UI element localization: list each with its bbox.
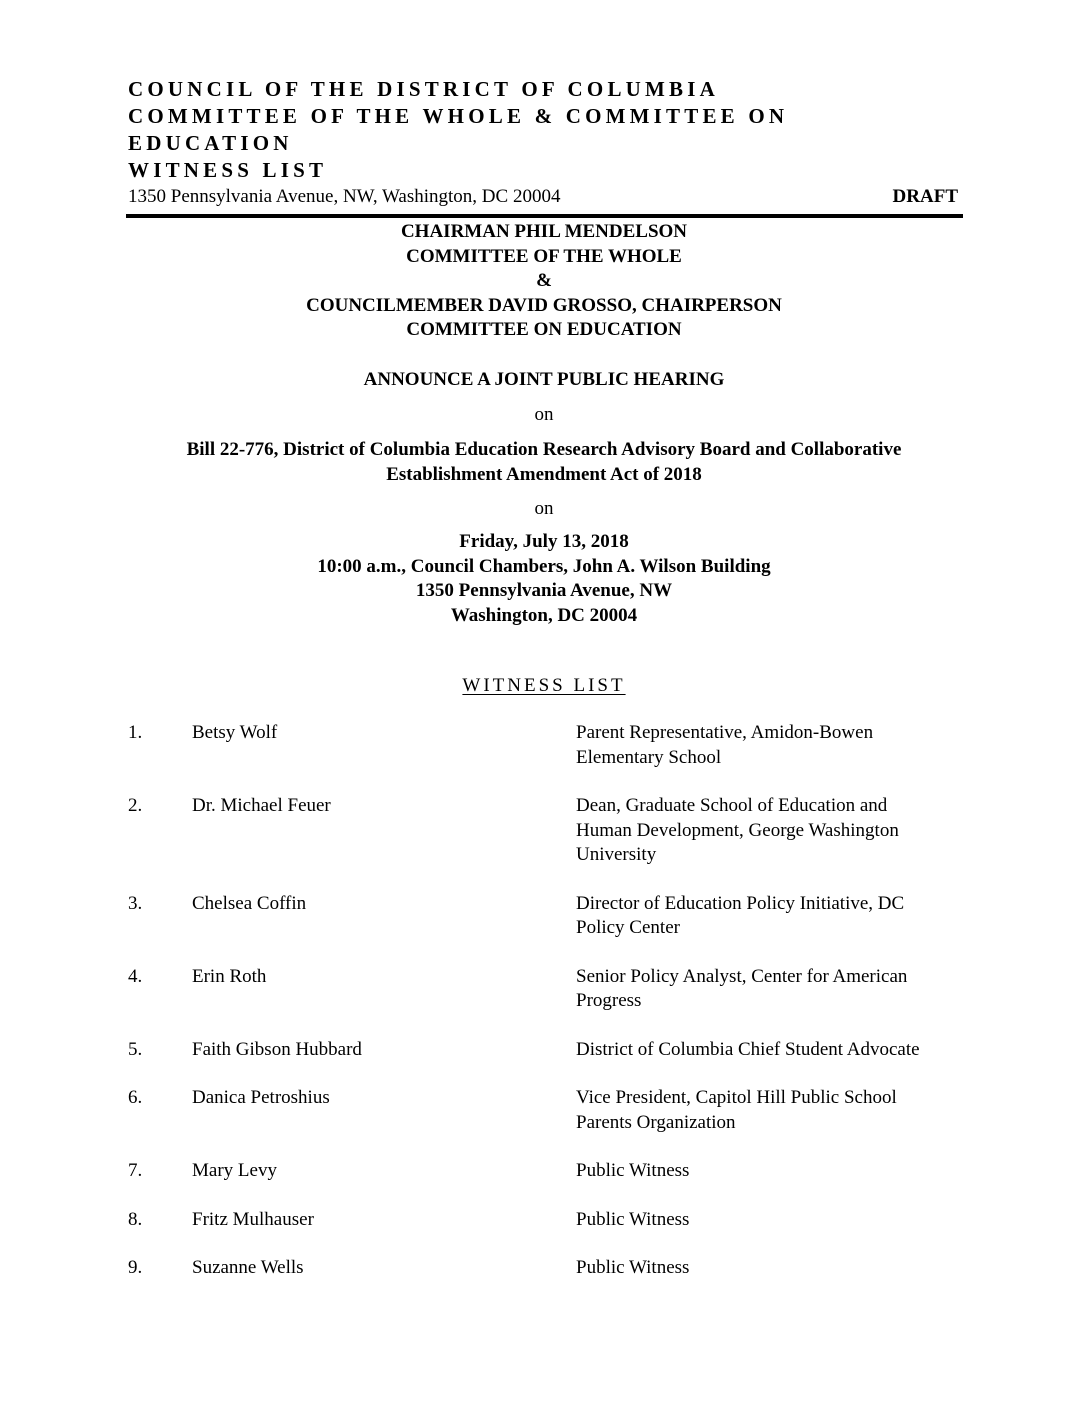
witness-name: Faith Gibson Hubbard [192, 1038, 362, 1060]
address-row [128, 185, 962, 209]
letterhead-committees-cont: EDUCATION [128, 131, 293, 155]
letterhead-council: COUNCIL OF THE DISTRICT OF COLUMBIA [128, 77, 719, 101]
ampersand: & [536, 270, 552, 291]
affiliation-line: Parents Organization [576, 1111, 736, 1133]
bill-title [0, 438, 1088, 487]
witness-name: Suzanne Wells [192, 1257, 304, 1278]
witness-affiliation [576, 721, 966, 770]
witness-list-title-text: WITNESS LIST [462, 675, 626, 696]
chair-mendelson: CHAIRMAN PHIL MENDELSON [400, 221, 688, 242]
affiliation-line: Public Witness [576, 1257, 690, 1278]
witness-list [128, 721, 968, 1281]
witness-list-title [0, 674, 1088, 698]
witness-number: 8. [128, 1208, 143, 1230]
on-label-1: on [534, 404, 554, 425]
affiliation-line: Human Development, George Washington [576, 819, 899, 841]
affiliation-line: Progress [576, 990, 642, 1011]
hearing-city: Washington, DC 20004 [450, 604, 638, 626]
header-divider [126, 214, 963, 218]
bill-title-line-2: Establishment Amendment Act of 2018 [386, 463, 702, 485]
committee-on-education: COMMITTEE ON EDUCATION [406, 319, 682, 340]
letterhead [128, 76, 962, 209]
witness-row [128, 965, 968, 1014]
committee-of-the-whole: COMMITTEE OF THE WHOLE [406, 245, 682, 267]
bill-title-line-1: Bill 22-776, District of Columbia Education Research Advisory Board and Collaborative [186, 439, 902, 460]
witness-affiliation [576, 1159, 966, 1184]
affiliation-line: Policy Center [576, 917, 680, 938]
witness-row [128, 721, 968, 770]
witness-number: 6. [128, 1087, 143, 1108]
witness-name: Danica Petroshius [192, 1087, 330, 1108]
affiliation-line: Director of Education Policy Initiative, DC [576, 892, 905, 914]
witness-name: Mary Levy [192, 1160, 277, 1181]
affiliation-line: University [576, 844, 657, 865]
witness-affiliation [576, 892, 966, 941]
witness-row [128, 1208, 968, 1233]
letterhead-document-type: WITNESS LIST [128, 158, 328, 182]
witness-number: 1. [128, 722, 143, 743]
letterhead-committees: COMMITTEE OF THE WHOLE & COMMITTEE ON [128, 104, 789, 128]
on-label-2: on [534, 498, 554, 519]
witness-row [128, 1038, 968, 1063]
hearing-heading: ANNOUNCE A JOINT PUBLIC HEARING [363, 369, 725, 390]
witness-name: Erin Roth [192, 965, 267, 987]
affiliation-line: District of Columbia Chief Student Advocate [576, 1038, 920, 1060]
witness-affiliation [576, 1208, 966, 1233]
witness-row [128, 794, 968, 868]
witness-name: Betsy Wolf [192, 722, 278, 743]
witness-number: 5. [128, 1038, 143, 1060]
hearing-time-place: 10:00 a.m., Council Chambers, John A. Wilson Building [317, 555, 771, 577]
witness-number: 3. [128, 892, 143, 914]
council-address: 1350 Pennsylvania Avenue, NW, Washington, DC 20004 [128, 186, 561, 207]
witness-number: 2. [128, 795, 143, 816]
hearing-date: Friday, July 13, 2018 [459, 531, 629, 552]
witness-number: 9. [128, 1257, 143, 1278]
witness-row [128, 1159, 968, 1184]
witness-number: 7. [128, 1160, 143, 1181]
committees-block [0, 220, 1088, 343]
affiliation-line: Elementary School [576, 746, 722, 768]
witness-affiliation [576, 965, 966, 1014]
witness-number: 4. [128, 965, 143, 987]
affiliation-line: Senior Policy Analyst, Center for American [576, 965, 908, 987]
hearing-details [0, 530, 1088, 628]
witness-name: Dr. Michael Feuer [192, 795, 331, 816]
chair-grosso: COUNCILMEMBER DAVID GROSSO, CHAIRPERSON [306, 294, 782, 316]
witness-affiliation [576, 1256, 966, 1281]
witness-name: Chelsea Coffin [192, 892, 307, 914]
witness-row [128, 892, 968, 941]
witness-row [128, 1256, 968, 1281]
witness-affiliation [576, 1086, 966, 1135]
witness-affiliation [576, 1038, 966, 1063]
witness-affiliation [576, 794, 966, 868]
affiliation-line: Public Witness [576, 1160, 690, 1181]
affiliation-line: Parent Representative, Amidon-Bowen [576, 722, 874, 743]
affiliation-line: Public Witness [576, 1208, 690, 1230]
draft-status: DRAFT [892, 186, 958, 207]
affiliation-line: Dean, Graduate School of Education and [576, 795, 888, 816]
witness-name: Fritz Mulhauser [192, 1208, 314, 1230]
hearing-street: 1350 Pennsylvania Avenue, NW [415, 580, 673, 601]
affiliation-line: Vice President, Capitol Hill Public School [576, 1087, 897, 1108]
witness-row [128, 1086, 968, 1135]
